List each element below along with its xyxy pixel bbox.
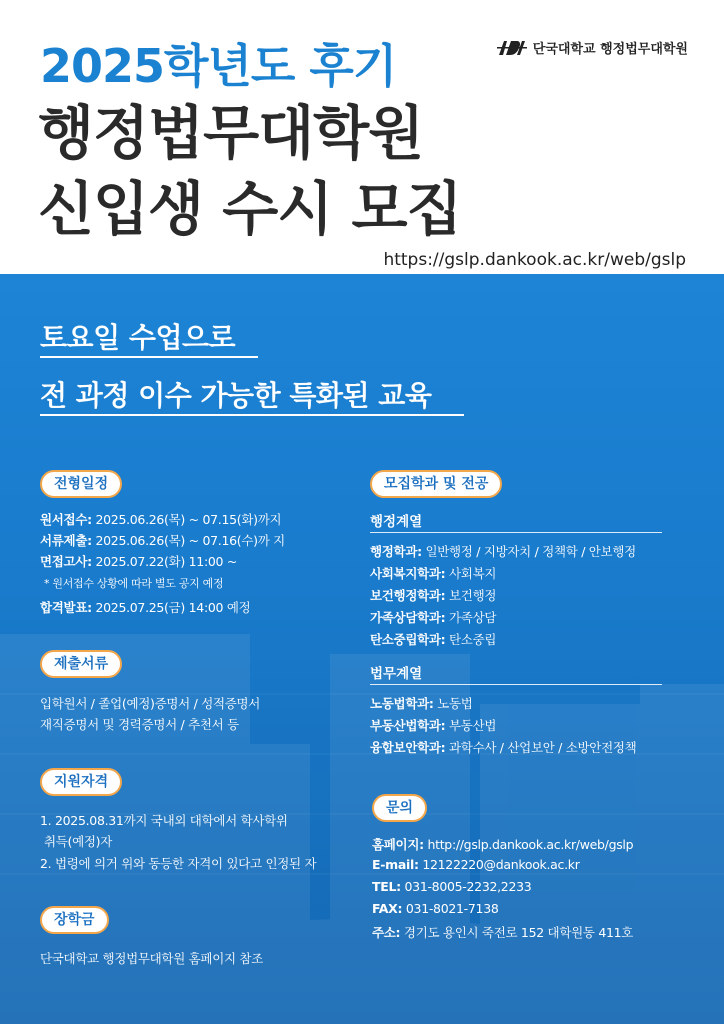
law-category-title: 법무계열: [370, 666, 423, 682]
schedule-badge: 전형일정: [40, 470, 122, 498]
website-url[interactable]: https://gslp.dankook.ac.kr/web/gslp: [383, 250, 686, 270]
documents-line1: 입학원서 / 졸업(예정)증명서 / 성적증명서: [40, 696, 261, 711]
main-title-line2: 신입생 수시 모집: [38, 175, 462, 243]
headline-line1: 토요일 수업으로: [40, 321, 236, 354]
main-title-line1: 행정법무대학원: [38, 99, 424, 167]
admin-category-title: 행정계열: [370, 514, 423, 530]
scholarship-line: 단국대학교 행정법무대학원 홈페이지 참조: [40, 951, 263, 966]
department-item: 부동산법학과: 부동산법: [370, 718, 497, 733]
schedule-note: * 원서접수 상황에 따라 별도 공지 예정: [44, 577, 224, 590]
department-item: 탄소중립학과: 탄소중립: [370, 632, 497, 647]
admin-divider: [370, 532, 662, 533]
schedule-item: 서류제출: 2025.06.26(목) ~ 07.16(수)까 지: [40, 533, 285, 548]
schedule-item: 면접고사: 2025.07.22(화) 11:00 ~: [40, 554, 238, 569]
department-item: 행정학과: 일반행정 / 지방자치 / 정책학 / 안보행정: [370, 544, 636, 559]
schedule-item: 합격발표: 2025.07.25(금) 14:00 예정: [40, 600, 251, 615]
scholarship-badge: 장학금: [40, 906, 109, 934]
contact-badge: 문의: [372, 794, 427, 822]
headline-underline2: [40, 414, 464, 416]
logo-text: 단국대학교 행정법무대학원: [532, 42, 688, 57]
eligibility-line1: 1. 2025.08.31까지 국내외 대학에서 학사학위: [40, 813, 288, 828]
info-panel: [0, 274, 724, 1024]
law-divider: [370, 684, 662, 685]
dku-logo-icon: [497, 39, 527, 57]
department-item: 가족상담학과: 가족상담: [370, 610, 497, 625]
departments-badge: 모집학과 및 전공: [370, 470, 502, 498]
documents-line2: 재직증명서 및 경력증명서 / 추천서 등: [40, 717, 239, 732]
eligibility-line2: 취득(예정)자: [44, 834, 113, 849]
headline-line2: 전 과정 이수 가능한 특화된 교육: [40, 379, 432, 412]
documents-badge: 제출서류: [40, 650, 122, 678]
department-item: 융합보안학과: 과학수사 / 산업보안 / 소방안전정책: [370, 740, 637, 755]
department-item: 노동법학과: 노동법: [370, 696, 473, 711]
contact-address: 주소: 경기도 용인시 죽전로 152 대학원동 411호: [372, 925, 634, 940]
contact-tel: TEL: 031-8005-2232,2233: [372, 879, 532, 894]
department-item: 보건행정학과: 보건행정: [370, 588, 497, 603]
eligibility-badge: 지원자격: [40, 768, 122, 796]
year-title: 2025학년도 후기: [40, 39, 397, 93]
university-logo: [497, 38, 688, 57]
department-item: 사회복지학과: 사회복지: [370, 566, 497, 581]
eligibility-line3: 2. 법령에 의거 위와 동등한 자격이 있다고 인정된 자: [40, 856, 317, 871]
contact-fax: FAX: 031-8021-7138: [372, 901, 499, 916]
headline-underline1: [40, 356, 258, 358]
contact-email[interactable]: E-mail: 12122220@dankook.ac.kr: [372, 857, 580, 872]
schedule-item: 원서접수: 2025.06.26(목) ~ 07.15(화)까지: [40, 512, 282, 527]
contact-homepage[interactable]: 홈페이지: http://gslp.dankook.ac.kr/web/gslp: [372, 837, 634, 852]
